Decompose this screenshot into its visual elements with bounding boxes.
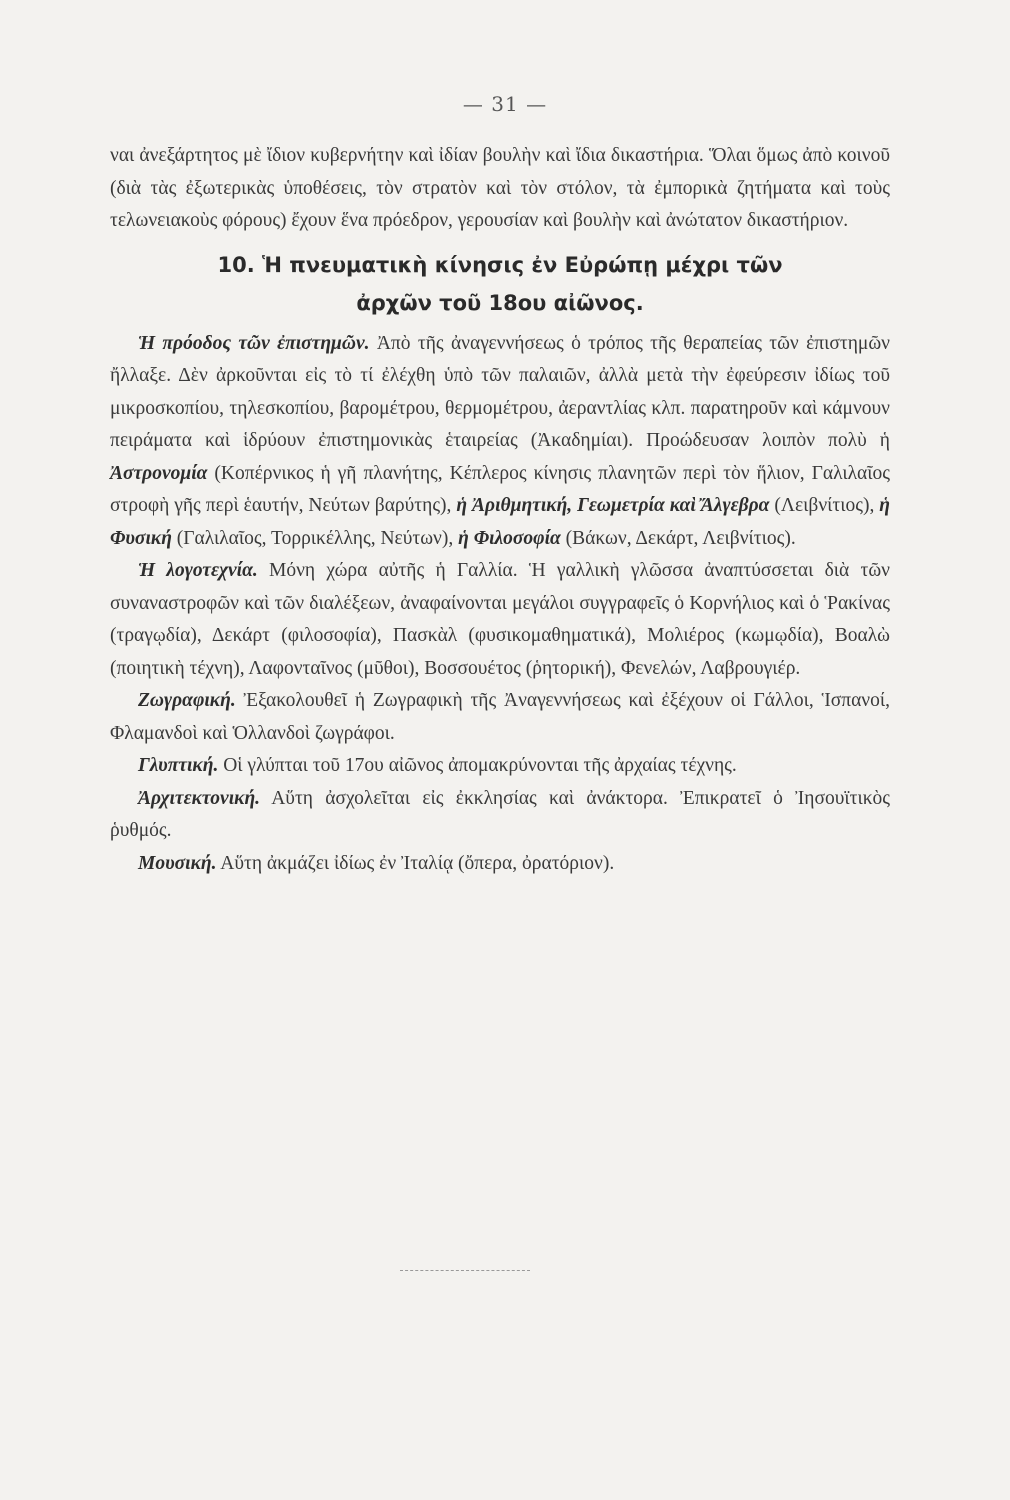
music-title: Μουσική. — [138, 852, 217, 874]
sculpture-text: Οἱ γλύπται τοῦ 17ου αἰῶνος ἀπομακρύνονται τῆς ἀρχαίας τέχνης. — [218, 755, 737, 776]
painting-paragraph — [110, 685, 890, 750]
end-rule — [400, 1270, 530, 1272]
sculpture-title: Γλυπτική. — [138, 755, 219, 776]
painting-text: Ἐξακολουθεῖ ἡ Ζωγραφικὴ τῆς Ἀναγεννήσεως καὶ ἐξέχουν οἱ Γάλλοι, Ἱσπανοί, Φλαμανδοὶ καὶ Ὁλλανδοὶ ζωγράφοι. — [110, 690, 890, 744]
sculpture-paragraph — [110, 750, 890, 783]
architecture-text: Αὕτη ἀσχολεῖται εἰς ἐκκλησίας καὶ ἀνάκτορα. Ἐπικρατεῖ ὁ Ἰησουϊτικὸς ῥυθμός. — [110, 787, 890, 841]
physics-term: ἡ Φυσική — [110, 495, 890, 549]
music-text: Αὕτη ἀκμάζει ἰδίως ἐν Ἰταλίᾳ (ὄπερα, ὀρατόριον). — [216, 852, 615, 874]
section-heading-line1: 10. Ἡ πνευματικὴ κίνησις ἐν Εὐρώπῃ μέχρι τῶν — [217, 252, 783, 277]
astronomy-term: Ἀστρονομία — [110, 462, 208, 484]
sciences-text-4: (Γαλιλαῖος, Τορρικέλλης, Νεύτων), — [171, 527, 459, 549]
sciences-text-5: (Βάκων, Δεκάρτ, Λειβνίτιος). — [560, 527, 796, 549]
arithmetic-term: ἡ Ἀριθμητική, Γεωμετρία καὶ Ἄλγεβρα — [456, 495, 770, 516]
page-body — [110, 140, 890, 880]
architecture-paragraph — [110, 783, 890, 848]
page-number: — 31 — — [462, 92, 548, 116]
sciences-title: Ἡ πρόοδος τῶν ἐπιστημῶν. — [138, 332, 370, 354]
architecture-title: Ἀρχιτεκτονική. — [138, 787, 261, 809]
painting-title: Ζωγραφική. — [138, 690, 236, 711]
sciences-text-1: Ἀπὸ τῆς ἀναγεννήσεως ὁ τρόπος τῆς θεραπείας τῶν ἐπιστημῶν ἤλλαξε. Δὲν ἀρκοῦνται εἰς τὸ τί ἐλέχθη ὑπὸ τῶν παλαιῶν, ἀλλὰ μετὰ τὴν ἐφεύρεσιν ἰδίως τοῦ μικροσκοπίου, τηλεσκοπίου, βαρομέτρου, θερμομέτρου, ἀεραντλίας κλπ. παρατηροῦν καὶ κάμνουν πειράματα καὶ ἱδρύουν ἐπιστημονικὰς ἑταιρείας (Ἀκαδημίαι). Προώδευσαν λοιπὸν πολὺ ἡ — [110, 332, 891, 451]
music-paragraph — [110, 848, 890, 881]
intro-paragraph: ναι ἀνεξάρτητος μὲ ἴδιον κυβερνήτην καὶ ἰδίαν βουλὴν καὶ ἴδια δικαστήρια. Ὅλαι ὅμως ἀπὸ κοινοῦ (διὰ τὰς ἐξωτερικὰς ὑποθέσεις, τὸν στρατὸν καὶ τὸν στόλον, τὰ ἐμπορικὰ ζητήματα καὶ τοὺς τελωνειακοὺς φόρους) ἔχουν ἕνα πρόεδρον, γερουσίαν καὶ βουλὴν καὶ ἀνώτατον δικαστήριον. — [110, 145, 890, 231]
sciences-paragraph — [110, 328, 890, 556]
sciences-text-3: (Λειβνίτιος), — [769, 495, 880, 516]
section-heading — [110, 246, 890, 322]
literature-text: Μόνη χώρα αὐτῆς ἡ Γαλλία. Ἡ γαλλικὴ γλῶσσα ἀναπτύσσεται διὰ τῶν συναναστροφῶν καὶ τῶν διαλέξεων, ἀναφαίνονται μεγάλοι συγγραφεῖς ὁ Κορνήλιος καὶ ὁ Ῥακίνας (τραγῳδία), Δεκάρτ (φιλοσοφία), Πασκὰλ (φυσικομαθηματικά), Μολιέρος (κωμῳδία), Βοαλὼ (ποιητικὴ τέχνη), Λαφονταῖνος (μῦθοι), Βοσσουέτος (ῥητορική), Φενελών, Λαβρουγιέρ. — [110, 560, 890, 679]
philosophy-term: ἡ Φιλοσοφία — [458, 527, 561, 549]
literature-title: Ἡ λογοτεχνία. — [138, 560, 258, 581]
literature-paragraph — [110, 555, 890, 685]
section-heading-line2: ἀρχῶν τοῦ 18ου αἰῶνος. — [356, 290, 644, 315]
sciences-text-2: (Κοπέρνικος ἡ γῆ πλανήτης, Κέπλερος κίνησις πλανητῶν περὶ τὸν ἥλιον, Γαλιλαῖος στροφὴ γῆς περὶ ἑαυτήν, Νεύτων βαρύτης), — [110, 462, 890, 516]
